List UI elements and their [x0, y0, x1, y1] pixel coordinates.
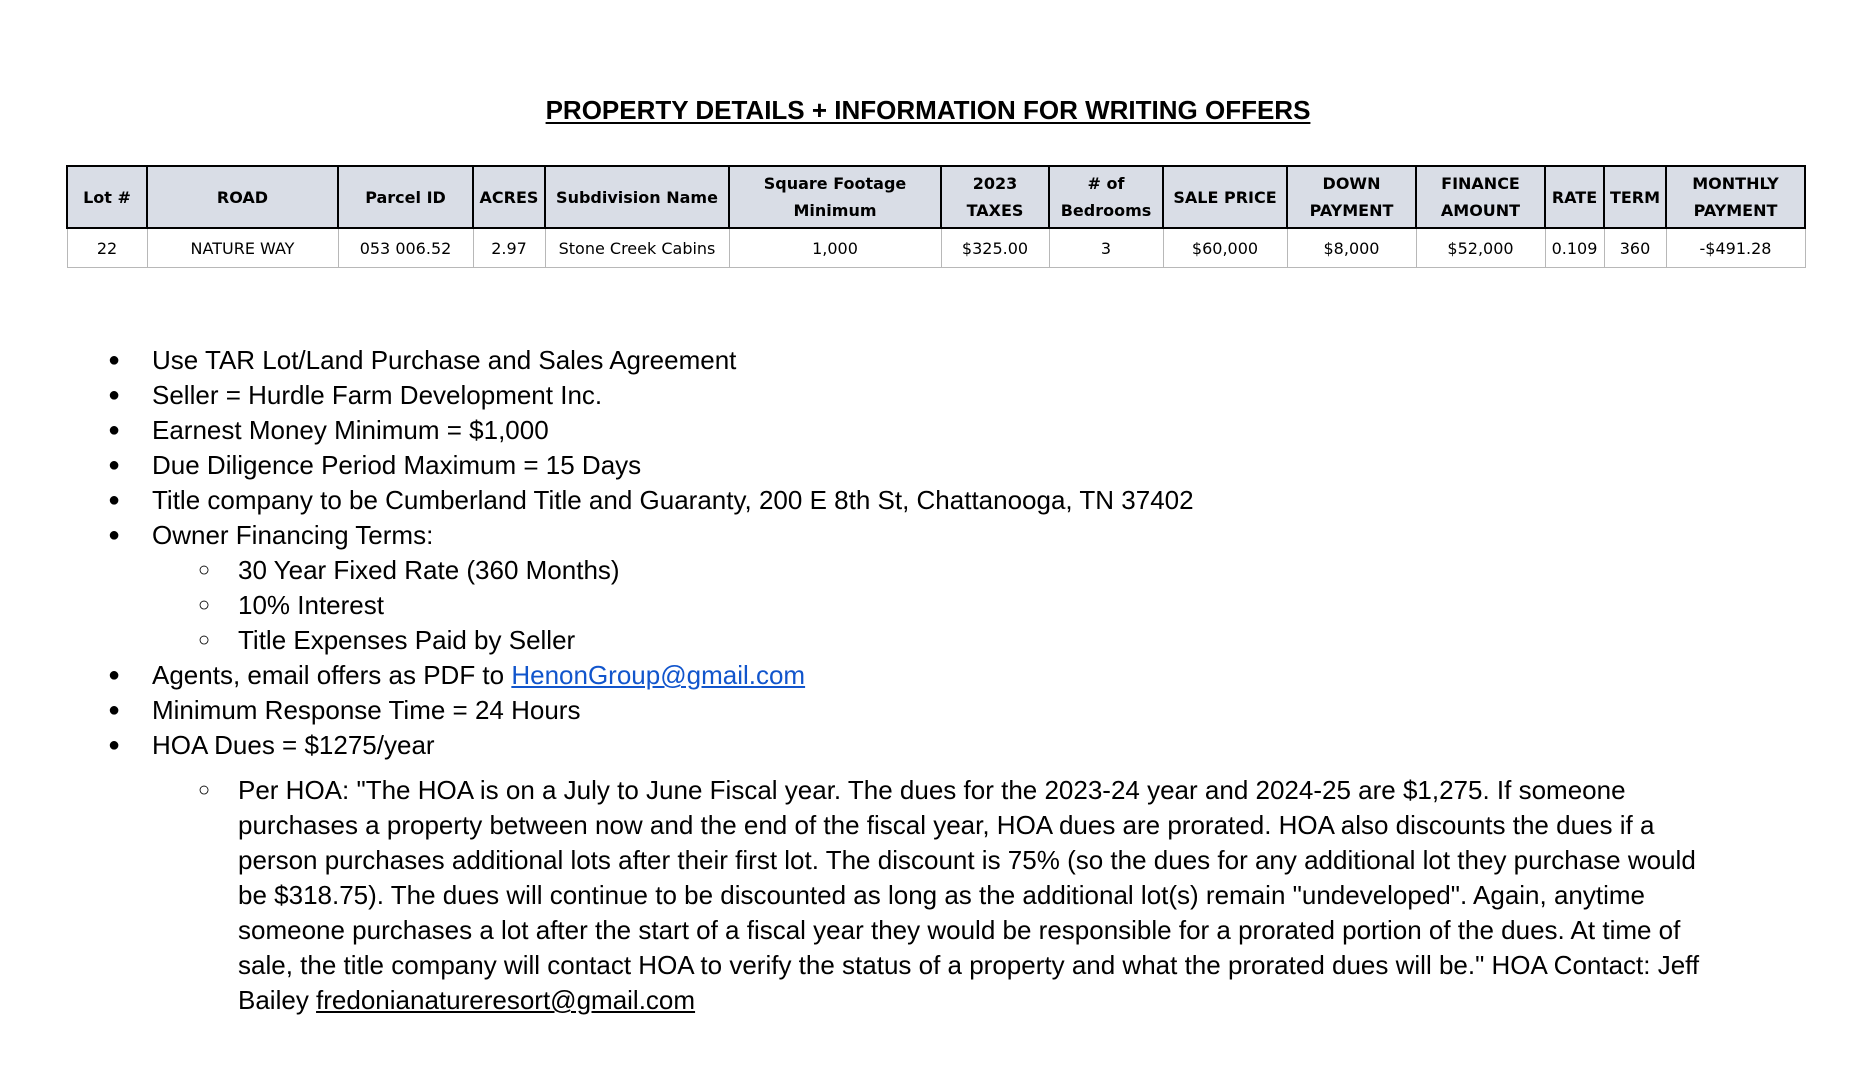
offer-details-list — [108, 343, 1750, 1018]
list-item: ○ 10% Interest — [238, 588, 1750, 623]
cell-lot: 22 — [67, 228, 147, 268]
header-parcel-id: Parcel ID — [338, 166, 473, 228]
header-sale-price: SALE PRICE — [1163, 166, 1287, 228]
header-bedrooms: # of Bedrooms — [1049, 166, 1163, 228]
header-term: TERM — [1604, 166, 1666, 228]
list-item — [198, 773, 1728, 1018]
bullet-icon: ● — [108, 664, 121, 686]
financing-terms-list — [152, 553, 1750, 658]
header-square-footage: Square Footage Minimum — [729, 166, 941, 228]
list-item: ● Owner Financing Terms: ○ 30 Year Fixed Rate (360 Months) ○ 10% Interest ○ Title Expenses Paid by Seller — [150, 518, 1750, 658]
cell-acres: 2.97 — [473, 228, 545, 268]
header-monthly-payment: MONTHLY PAYMENT — [1666, 166, 1805, 228]
cell-taxes: $325.00 — [941, 228, 1049, 268]
bullet-icon: ● — [108, 524, 121, 546]
header-subdivision: Subdivision Name — [545, 166, 729, 228]
list-item: ● Use TAR Lot/Land Purchase and Sales Agreement — [150, 343, 1750, 378]
cell-rate: 0.109 — [1545, 228, 1604, 268]
property-table — [66, 165, 1806, 268]
header-acres: ACRES — [473, 166, 545, 228]
offer-email-link[interactable]: HenonGroup@gmail.com — [511, 660, 806, 690]
header-road: ROAD — [147, 166, 338, 228]
bullet-icon: ● — [108, 419, 121, 441]
list-item: ● Earnest Money Minimum = $1,000 — [150, 413, 1750, 448]
hoa-notes-list — [152, 773, 1728, 1018]
bullet-icon: ● — [108, 384, 121, 406]
header-finance-amount: FINANCE AMOUNT — [1416, 166, 1545, 228]
sub-bullet-icon: ○ — [198, 629, 211, 651]
header-rate: RATE — [1545, 166, 1604, 228]
list-item: ● Minimum Response Time = 24 Hours — [150, 693, 1750, 728]
table-row — [67, 228, 1805, 268]
bullet-icon: ● — [108, 699, 121, 721]
cell-down-payment: $8,000 — [1287, 228, 1416, 268]
sub-bullet-icon: ○ — [198, 594, 211, 616]
list-item: ● Agents, email offers as PDF to HenonGroup@gmail.com — [150, 658, 1750, 693]
sub-bullet-icon: ○ — [198, 559, 211, 581]
bullet-icon: ● — [108, 349, 121, 371]
list-item: ○ 30 Year Fixed Rate (360 Months) — [238, 553, 1750, 588]
cell-square-footage: 1,000 — [729, 228, 941, 268]
hoa-email-link[interactable]: fredonianatureresort@gmail.com — [316, 985, 696, 1015]
bullet-icon: ● — [108, 489, 121, 511]
cell-bedrooms: 3 — [1049, 228, 1163, 268]
list-item: ● HOA Dues = $1275/year ○ Per HOA: "The HOA is on a July to June Fiscal year. The dues for the 2023-24 year and 2024-25 are $1,275. If someone purchases a property between now and the end of the fiscal year, HOA dues are prorated. HOA also discounts the dues if a person purchases additional lots after their first lot. The discount is 75% (so the dues for any additional lot they purchase would be $318.75). The dues will continue to be discounted as long as the additional lot(s) remain "undeveloped". Again, anytime someone purchases a lot after the start of a fiscal year they would be responsible for a prorated portion of the dues. At time of sale, the title company will contact HOA to verify the status of a property and what the prorated dues will be." HOA Contact: Jeff Bailey fredonianatureresort@gmail.com — [150, 728, 1750, 1018]
sub-bullet-icon: ○ — [198, 779, 211, 801]
bullet-icon: ● — [108, 734, 121, 756]
cell-term: 360 — [1604, 228, 1666, 268]
header-lot: Lot # — [67, 166, 147, 228]
list-item: ● Seller = Hurdle Farm Development Inc. — [150, 378, 1750, 413]
header-taxes: 2023 TAXES — [941, 166, 1049, 228]
list-item: ● Title company to be Cumberland Title and Guaranty, 200 E 8th St, Chattanooga, TN 37402 — [150, 483, 1750, 518]
header-down-payment: DOWN PAYMENT — [1287, 166, 1416, 228]
cell-road: NATURE WAY — [147, 228, 338, 268]
list-item: ○ Title Expenses Paid by Seller — [238, 623, 1750, 658]
table-header-row — [67, 166, 1805, 228]
cell-finance-amount: $52,000 — [1416, 228, 1545, 268]
hoa-note: Per HOA: "The HOA is on a July to June Fiscal year. The dues for the 2023-24 year and 2024-25 are $1,275. If someone purchases a property between now and the end of the fiscal year, HOA dues are prorated. HOA also discounts the dues if a person purchases additional lots after their first lot. The discount is 75% (so the dues for any additional lot they purchase would be $318.75). The dues will continue to be discounted as long as the additional lot(s) remain "undeveloped". Again, anytime someone purchases a lot after the start of a fiscal year they would be responsible for a prorated portion of the dues. At time of sale, the title company will contact HOA to verify the status of a property and what the prorated dues will be." HOA Contact: Jeff Bailey — [238, 775, 1700, 1015]
list-item: ● Due Diligence Period Maximum = 15 Days — [150, 448, 1750, 483]
bullet-icon: ● — [108, 454, 121, 476]
cell-sale-price: $60,000 — [1163, 228, 1287, 268]
page-title: PROPERTY DETAILS + INFORMATION FOR WRITING OFFERS — [545, 95, 1311, 125]
cell-parcel-id: 053 006.52 — [338, 228, 473, 268]
cell-monthly-payment: -$491.28 — [1666, 228, 1805, 268]
cell-subdivision: Stone Creek Cabins — [545, 228, 729, 268]
